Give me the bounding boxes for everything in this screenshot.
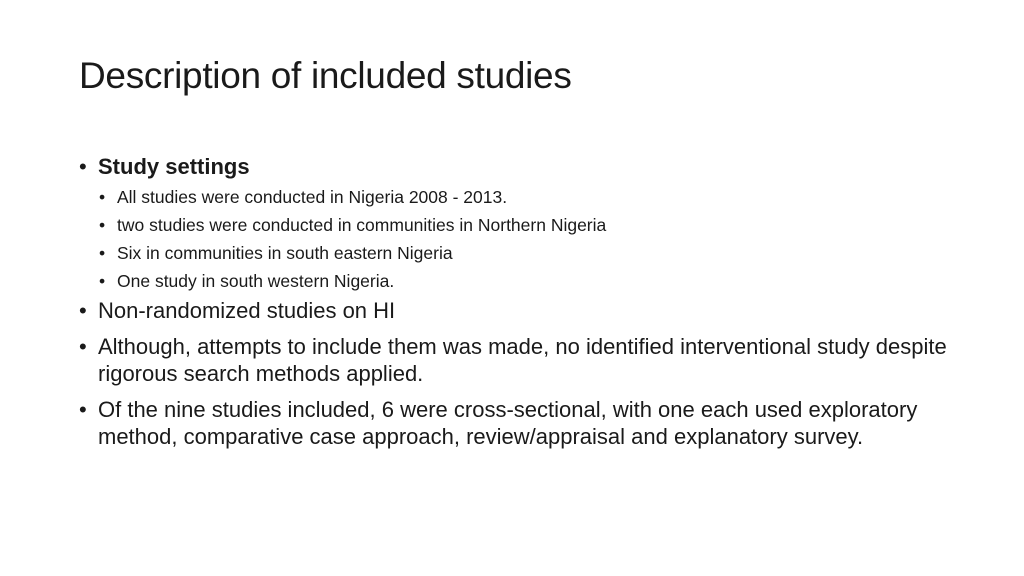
sub-bullet-item: • One study in south western Nigeria.: [98, 267, 958, 295]
bullet-item: • Although, attempts to include them was made, no identified interventional study despite rigorous search methods applied.: [78, 333, 958, 387]
sub-bullet-item: • Six in communities in south eastern Nigeria: [98, 239, 958, 267]
bullet-heading-text: Study settings: [98, 154, 250, 179]
bullet-item: • Non-randomized studies on HI: [78, 297, 958, 324]
bullet-list: [78, 153, 958, 450]
sub-bullet-list: [98, 183, 958, 295]
bullet-study-settings: [78, 153, 958, 295]
slide-content: [78, 153, 958, 459]
sub-bullet-item: • All studies were conducted in Nigeria 2008 - 2013.: [98, 183, 958, 211]
sub-bullet-item: • two studies were conducted in communities in Northern Nigeria: [98, 211, 958, 239]
slide-title: Description of included studies: [79, 55, 572, 96]
bullet-item: • Of the nine studies included, 6 were cross-sectional, with one each used exploratory method, comparative case approach, review/appraisal and explanatory survey.: [78, 396, 958, 450]
